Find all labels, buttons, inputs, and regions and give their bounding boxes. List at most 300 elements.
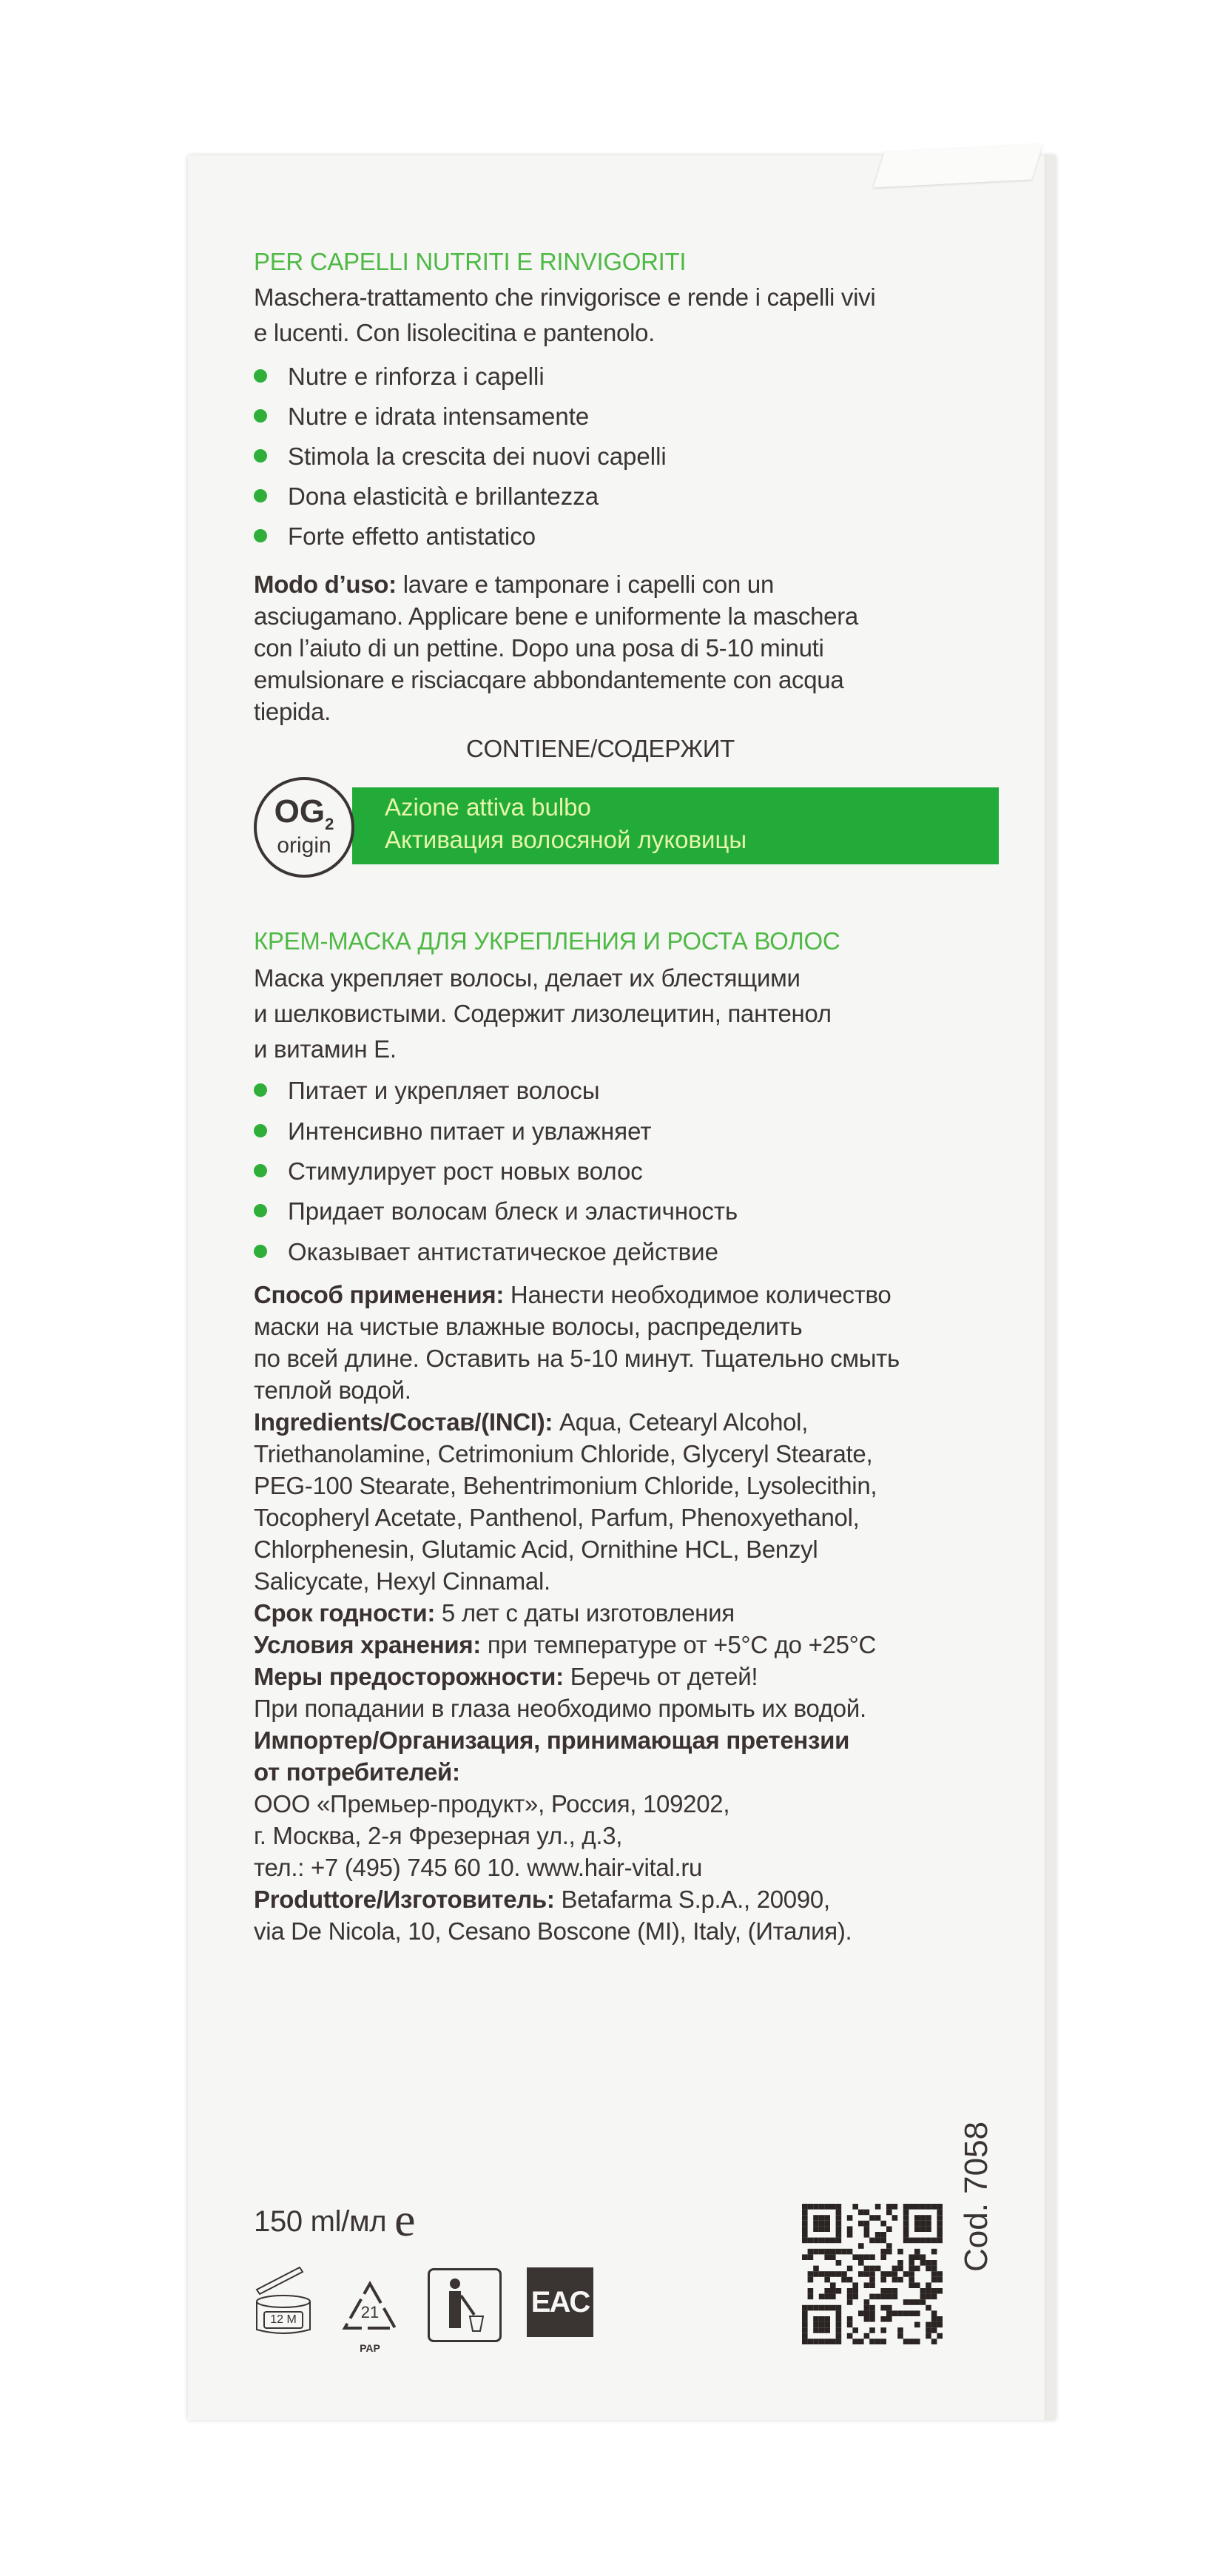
qr-module <box>926 2226 931 2232</box>
qr-module <box>903 2299 909 2305</box>
qr-module <box>813 2204 819 2210</box>
qr-code[interactable] <box>802 2204 943 2344</box>
bullet-icon <box>254 1164 267 1177</box>
qr-module <box>824 2238 830 2244</box>
volume: 150 ml/мл e <box>254 2193 416 2246</box>
qr-module <box>886 2243 892 2249</box>
qr-module <box>802 2254 808 2260</box>
qr-module <box>909 2299 914 2305</box>
qr-module <box>819 2215 825 2221</box>
qr-module <box>903 2215 909 2221</box>
qr-module <box>931 2260 937 2266</box>
ru-usage-line: теплой водой. <box>254 1376 411 1404</box>
qr-module <box>847 2322 853 2328</box>
qr-module <box>880 2254 886 2260</box>
qr-module <box>931 2294 937 2300</box>
qr-module <box>914 2282 920 2288</box>
qr-module <box>909 2282 914 2288</box>
it-bullet: Stimola la crescita dei nuovi capelli <box>254 440 667 473</box>
qr-module <box>914 2238 920 2244</box>
qr-module <box>813 2221 819 2227</box>
it-usage-line: asciugamano. Applicare bene e uniformente la maschera <box>254 602 858 630</box>
producer: Produttore/Изготовитель: Betafarma S.p.A., 20090, <box>254 1886 830 1913</box>
qr-module <box>875 2266 881 2272</box>
qr-module <box>897 2310 903 2316</box>
qr-module <box>808 2338 814 2344</box>
qr-module <box>824 2254 830 2260</box>
contains-label: CONTIENE/СОДЕРЖИТ <box>466 735 735 762</box>
qr-module <box>819 2204 825 2210</box>
qr-module <box>920 2226 926 2232</box>
importer-line: тел.: +7 (495) 745 60 10. www.hair-vital.ru <box>254 1854 703 1881</box>
qr-module <box>802 2238 808 2244</box>
qr-module <box>892 2294 898 2300</box>
qr-module <box>864 2232 870 2238</box>
qr-module <box>824 2221 830 2227</box>
qr-module <box>836 2338 842 2344</box>
qr-module <box>920 2221 926 2227</box>
qr-module <box>914 2221 920 2227</box>
caution: Меры предосторожности: Беречь от детей! <box>254 1663 758 1690</box>
pao-jar-icon: 12 M <box>254 2264 313 2338</box>
qr-module <box>802 2210 808 2216</box>
qr-module <box>869 2294 875 2300</box>
qr-module <box>824 2288 830 2294</box>
qr-module <box>869 2254 875 2260</box>
qr-module <box>880 2271 886 2277</box>
qr-module <box>931 2277 937 2283</box>
qr-module <box>836 2226 842 2232</box>
qr-module <box>824 2226 830 2232</box>
qr-module <box>880 2305 886 2311</box>
qr-module <box>920 2294 926 2300</box>
qr-module <box>830 2305 836 2311</box>
qr-module <box>819 2322 825 2328</box>
qr-module <box>836 2327 842 2333</box>
qr-module <box>920 2204 926 2210</box>
qr-module <box>897 2260 903 2266</box>
qr-module <box>937 2316 943 2322</box>
ingredients-line: Tocopheryl Acetate, Panthenol, Parfum, Phenoxyethanol, <box>254 1504 860 1531</box>
qr-module <box>875 2232 881 2238</box>
ingredients-line: PEG-100 Stearate, Behentrimonium Chloride, Lysolecithin, <box>254 1472 877 1499</box>
qr-module <box>880 2294 886 2300</box>
qr-module <box>830 2282 836 2288</box>
qr-module <box>813 2316 819 2322</box>
qr-module <box>824 2277 830 2283</box>
qr-module <box>852 2282 858 2288</box>
qr-module <box>864 2305 870 2311</box>
qr-module <box>824 2215 830 2221</box>
qr-module <box>914 2338 920 2344</box>
ru-usage-line: маски на чистые влажные волосы, распределить <box>254 1313 803 1340</box>
ru-bullet: Питает и укрепляет волосы <box>254 1075 600 1107</box>
producer-line: via De Nicola, 10, Cesano Boscone (MI), Italy, (Италия). <box>254 1917 852 1945</box>
qr-module <box>836 2210 842 2216</box>
bullet-icon <box>254 409 267 423</box>
qr-module <box>836 2310 842 2316</box>
qr-module <box>926 2221 931 2227</box>
qr-module <box>847 2299 853 2305</box>
qr-module <box>926 2288 931 2294</box>
qr-module <box>875 2238 881 2244</box>
it-bullet: Dona elasticità e brillantezza <box>254 480 599 513</box>
qr-module <box>926 2204 931 2210</box>
qr-module <box>852 2204 858 2210</box>
qr-module <box>847 2333 853 2339</box>
it-usage-line: emulsionare e risciacqare abbondantemente con acqua <box>254 666 844 693</box>
qr-module <box>920 2238 926 2244</box>
qr-module <box>909 2338 914 2344</box>
qr-module <box>808 2288 814 2294</box>
qr-module <box>903 2204 909 2210</box>
qr-module <box>931 2204 937 2210</box>
qr-module <box>869 2316 875 2322</box>
qr-module <box>897 2333 903 2339</box>
qr-module <box>880 2338 886 2344</box>
dispose-in-bin-icon <box>428 2268 502 2342</box>
qr-module <box>802 2226 808 2232</box>
bullet-icon <box>254 369 267 383</box>
banner-line-ru: Активация волосяной луковицы <box>385 826 747 853</box>
it-intro-2: e lucenti. Con lisolecitina e pantenolo. <box>254 319 656 346</box>
qr-module <box>914 2226 920 2232</box>
ru-bullet: Оказывает антистатическое действие <box>254 1236 718 1268</box>
ru-intro-2: и шелковистыми. Содержит лизолецитин, пантенол <box>254 1000 832 1027</box>
qr-module <box>897 2266 903 2272</box>
qr-module <box>858 2310 864 2316</box>
ru-heading: КРЕМ-МАСКА ДЛЯ УКРЕПЛЕНИЯ И РОСТА ВОЛОС <box>254 927 840 955</box>
qr-module <box>830 2294 836 2300</box>
ru-bullet: Стимулирует рост новых волос <box>254 1155 643 1188</box>
qr-module <box>875 2294 881 2300</box>
bullet-icon <box>254 529 267 542</box>
qr-module <box>864 2282 870 2288</box>
qr-module <box>869 2277 875 2283</box>
qr-module <box>819 2327 825 2333</box>
qr-module <box>903 2338 909 2344</box>
qr-module <box>931 2327 937 2333</box>
qr-module <box>824 2322 830 2328</box>
qr-module <box>824 2294 830 2300</box>
shelf-life: Срок годности: 5 лет с даты изготовления <box>254 1599 735 1627</box>
ru-usage-line: по всей длине. Оставить на 5-10 минут. Тщательно смыть <box>254 1345 900 1372</box>
qr-module <box>864 2299 870 2305</box>
qr-module <box>858 2221 864 2227</box>
qr-module <box>892 2271 898 2277</box>
qr-module <box>914 2204 920 2210</box>
qr-module <box>824 2316 830 2322</box>
qr-module <box>937 2204 943 2210</box>
qr-module <box>819 2221 825 2227</box>
qr-module <box>909 2260 914 2266</box>
qr-module <box>830 2288 836 2294</box>
qr-module <box>869 2305 875 2311</box>
qr-module <box>824 2327 830 2333</box>
qr-module <box>852 2294 858 2300</box>
qr-module <box>937 2238 943 2244</box>
qr-module <box>926 2215 931 2221</box>
qr-module <box>875 2215 881 2221</box>
qr-module <box>875 2338 881 2344</box>
qr-module <box>802 2221 808 2227</box>
qr-module <box>830 2338 836 2344</box>
banner-line-it: Azione attiva bulbo <box>385 793 591 821</box>
qr-module <box>841 2277 847 2283</box>
qr-module <box>892 2215 898 2221</box>
bullet-icon <box>254 1204 267 1217</box>
qr-module <box>802 2338 808 2344</box>
qr-module <box>914 2310 920 2316</box>
qr-module <box>852 2254 858 2260</box>
qr-module <box>841 2271 847 2277</box>
qr-module <box>897 2249 903 2255</box>
qr-module <box>914 2249 920 2255</box>
qr-module <box>875 2204 881 2210</box>
qr-module <box>852 2338 858 2344</box>
qr-module <box>926 2266 931 2272</box>
qr-module <box>808 2277 814 2283</box>
qr-module <box>926 2327 931 2333</box>
it-intro-1: Maschera-trattamento che rinvigorisce e rende i capelli vivi <box>254 283 876 311</box>
ingredients-line: Triethanolamine, Cetrimonium Chloride, Glyceryl Stearate, <box>254 1440 873 1467</box>
ru-intro-1: Маска укрепляет волосы, делает их блестящими <box>254 964 801 992</box>
recycle-icon: 21 PAP <box>340 2279 400 2357</box>
qr-module <box>920 2254 926 2260</box>
qr-module <box>886 2204 892 2210</box>
qr-module <box>914 2266 920 2272</box>
qr-module <box>880 2249 886 2255</box>
qr-module <box>864 2254 870 2260</box>
qr-module <box>802 2204 808 2210</box>
qr-module <box>808 2305 814 2311</box>
qr-module <box>858 2243 864 2249</box>
qr-module <box>903 2271 909 2277</box>
qr-module <box>858 2210 864 2216</box>
qr-module <box>852 2288 858 2294</box>
qr-module <box>869 2310 875 2316</box>
caution-line: При попадании в глаза необходимо промыть их водой. <box>254 1695 866 1722</box>
bullet-icon <box>254 1124 267 1137</box>
qr-module <box>892 2204 898 2210</box>
it-heading: PER CAPELLI NUTRITI E RINVIGORITI <box>254 248 687 275</box>
qr-module <box>813 2266 819 2272</box>
qr-module <box>808 2271 814 2277</box>
qr-module <box>802 2305 808 2311</box>
qr-module <box>926 2294 931 2300</box>
it-usage: Modo d’uso: lavare e tamponare i capelli con un <box>254 571 775 598</box>
qr-module <box>830 2204 836 2210</box>
qr-module <box>808 2204 814 2210</box>
qr-module <box>909 2310 914 2316</box>
importer-line: г. Москва, 2-я Фрезерная ул., д.3, <box>254 1822 623 1849</box>
qr-module <box>819 2316 825 2322</box>
qr-module <box>880 2238 886 2244</box>
qr-module <box>903 2238 909 2244</box>
qr-module <box>836 2316 842 2322</box>
qr-module <box>802 2316 808 2322</box>
qr-module <box>926 2305 931 2311</box>
qr-module <box>909 2271 914 2277</box>
qr-module <box>847 2277 853 2283</box>
it-bullet: Forte effetto antistatico <box>254 520 536 553</box>
qr-module <box>836 2260 842 2266</box>
qr-module <box>824 2249 830 2255</box>
qr-module <box>937 2226 943 2232</box>
qr-module <box>858 2254 864 2260</box>
qr-module <box>852 2327 858 2333</box>
qr-module <box>830 2254 836 2260</box>
qr-module <box>937 2333 943 2339</box>
qr-module <box>931 2249 937 2255</box>
active-ingredient-banner <box>352 787 999 864</box>
qr-module <box>920 2260 926 2266</box>
qr-module <box>937 2221 943 2227</box>
qr-module <box>813 2271 819 2277</box>
qr-module <box>830 2249 836 2255</box>
qr-module <box>931 2271 937 2277</box>
qr-module <box>926 2260 931 2266</box>
qr-module <box>864 2221 870 2227</box>
og2-origin-logo: $OG_2$ origin <box>254 777 354 878</box>
qr-module <box>808 2238 814 2244</box>
qr-module <box>914 2215 920 2221</box>
qr-module <box>813 2322 819 2328</box>
qr-module <box>847 2316 853 2322</box>
qr-module <box>864 2316 870 2322</box>
qr-module <box>886 2271 892 2277</box>
qr-module <box>813 2215 819 2221</box>
qr-module <box>808 2294 814 2300</box>
qr-module <box>819 2305 825 2311</box>
it-usage-line: tiepida. <box>254 698 331 725</box>
qr-module <box>909 2266 914 2272</box>
bullet-icon <box>254 1245 267 1258</box>
ingredients-line: Chlorphenesin, Glutamic Acid, Ornithine HCL, Benzyl <box>254 1536 818 1563</box>
qr-module <box>819 2338 825 2344</box>
qr-module <box>892 2310 898 2316</box>
qr-module <box>836 2322 842 2328</box>
qr-module <box>897 2277 903 2283</box>
qr-module <box>892 2277 898 2283</box>
qr-module <box>892 2288 898 2294</box>
qr-module <box>864 2271 870 2277</box>
qr-module <box>836 2249 842 2255</box>
qr-module <box>909 2238 914 2244</box>
qr-module <box>886 2288 892 2294</box>
qr-module <box>920 2299 926 2305</box>
qr-module <box>836 2221 842 2227</box>
qr-module <box>914 2322 920 2328</box>
qr-module <box>931 2266 937 2272</box>
qr-module <box>836 2215 842 2221</box>
qr-module <box>880 2288 886 2294</box>
it-usage-line: con l’aiuto di un pettine. Dopo una posa di 5-10 minuti <box>254 634 824 662</box>
qr-module <box>903 2210 909 2216</box>
qr-module <box>847 2294 853 2300</box>
qr-module <box>880 2327 886 2333</box>
qr-module <box>858 2260 864 2266</box>
qr-module <box>880 2316 886 2322</box>
qr-module <box>937 2277 943 2283</box>
qr-module <box>802 2333 808 2339</box>
ingredients: Ingredients/Состав/(INCI): Aqua, Cetearyl Alcohol, <box>254 1408 809 1436</box>
qr-module <box>841 2249 847 2255</box>
qr-module <box>869 2327 875 2333</box>
qr-module <box>926 2282 931 2288</box>
bullet-icon <box>254 449 267 463</box>
ru-bullet: Придает волосам блеск и эластичность <box>254 1195 738 1228</box>
qr-module <box>931 2338 937 2344</box>
ru-intro-3: и витамин Е. <box>254 1035 397 1063</box>
qr-module <box>937 2215 943 2221</box>
qr-module <box>897 2327 903 2333</box>
qr-module <box>847 2249 853 2255</box>
qr-module <box>824 2338 830 2344</box>
qr-module <box>813 2305 819 2311</box>
qr-module <box>836 2204 842 2210</box>
importer-label-2: от потребителей: <box>254 1758 460 1786</box>
qr-module <box>836 2288 842 2294</box>
qr-module <box>931 2310 937 2316</box>
qr-module <box>858 2271 864 2277</box>
qr-module <box>864 2266 870 2272</box>
qr-module <box>909 2254 914 2260</box>
qr-module <box>926 2333 931 2339</box>
storage: Условия хранения: при температуре от +5°C до +25°C <box>254 1631 877 1658</box>
qr-module <box>808 2254 814 2260</box>
qr-module <box>847 2266 853 2272</box>
qr-module <box>869 2282 875 2288</box>
ru-bullet: Интенсивно питает и увлажняет <box>254 1115 651 1148</box>
importer-line: ООО «Премьер-продукт», Россия, 109202, <box>254 1790 730 1817</box>
qr-module <box>813 2338 819 2344</box>
qr-module <box>824 2204 830 2210</box>
qr-module <box>836 2305 842 2311</box>
qr-module <box>824 2305 830 2311</box>
qr-module <box>903 2226 909 2232</box>
qr-module <box>813 2238 819 2244</box>
product-code: Cod. 7058 <box>958 2121 994 2272</box>
qr-module <box>836 2232 842 2238</box>
qr-module <box>931 2322 937 2328</box>
qr-module <box>802 2322 808 2328</box>
qr-module <box>909 2277 914 2283</box>
qr-module <box>886 2226 892 2232</box>
qr-module <box>847 2232 853 2238</box>
qr-module <box>937 2210 943 2216</box>
qr-module <box>819 2294 825 2300</box>
qr-module <box>864 2210 870 2216</box>
qr-module <box>813 2226 819 2232</box>
qr-module <box>847 2288 853 2294</box>
qr-module <box>880 2232 886 2238</box>
qr-module <box>937 2271 943 2277</box>
qr-module <box>886 2210 892 2216</box>
qr-module <box>903 2310 909 2316</box>
qr-module <box>903 2221 909 2227</box>
qr-module <box>914 2299 920 2305</box>
qr-module <box>869 2238 875 2244</box>
qr-module <box>869 2271 875 2277</box>
qr-module <box>802 2232 808 2238</box>
qr-module <box>880 2277 886 2283</box>
box-edge <box>1045 155 1056 2420</box>
qr-module <box>864 2226 870 2232</box>
qr-module <box>836 2238 842 2244</box>
eac-mark: EAC <box>527 2267 593 2337</box>
qr-module <box>914 2254 920 2260</box>
